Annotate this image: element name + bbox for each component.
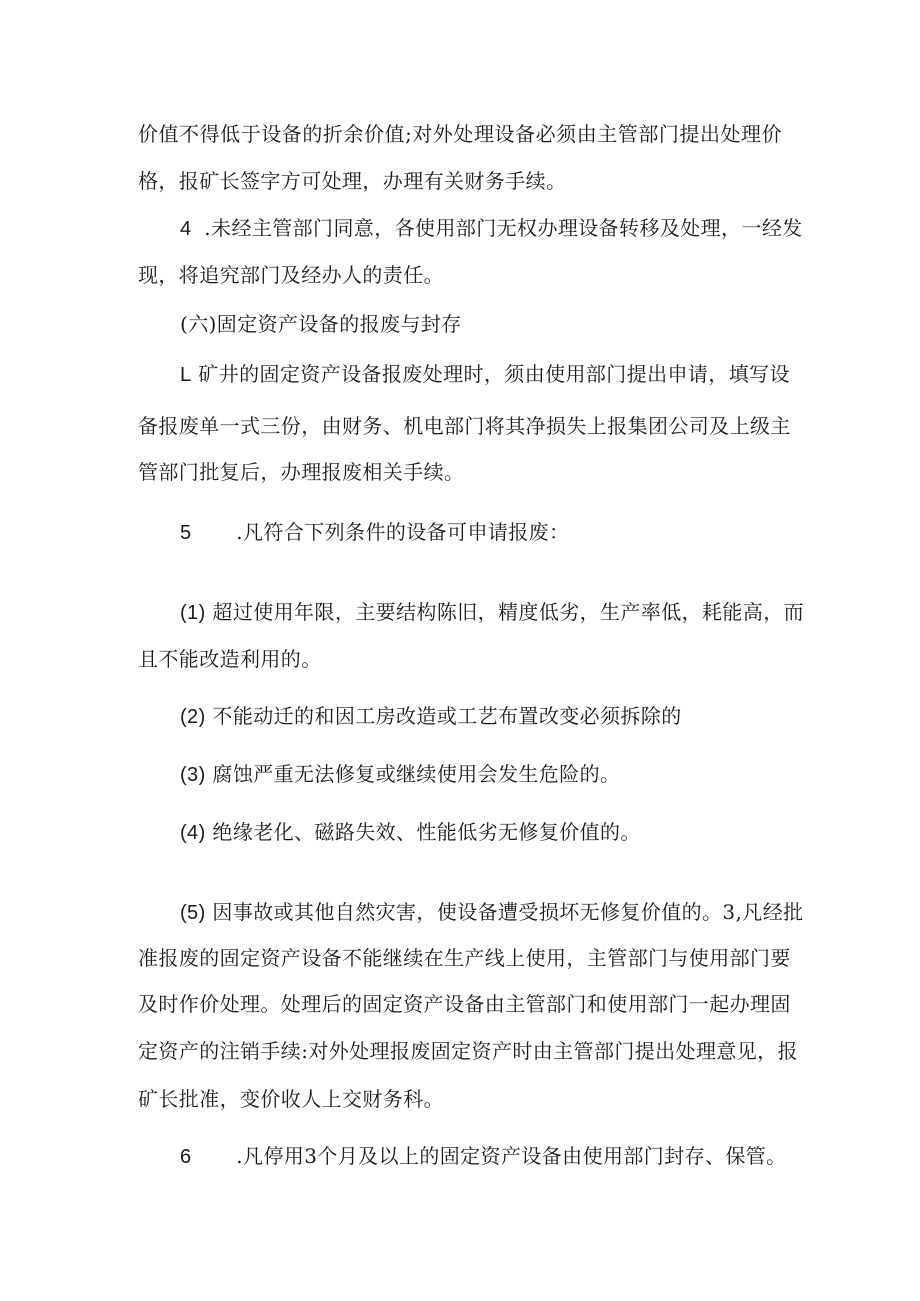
paragraph-line: 管部门批复后，办理报废相关手续。 [138, 460, 465, 484]
paragraph-first-line [180, 518, 569, 547]
list-item-number: (2) [180, 706, 206, 728]
paragraph-text: .未经主管部门同意，各使用部门无权办理设备转移及处理，一经发 [204, 216, 803, 240]
section-heading: (六)固定资产设备的报废与封存 [180, 312, 462, 336]
list-item-line: 准报废的固定资产设备不能继续在生产线上使用，主管部门与使用部门要 [138, 946, 791, 970]
paragraph-line: 价值不得低于设备的折余价值;对外处理设备必须由主管部门提出处理价 [138, 122, 782, 146]
paragraph-line: 格，报矿长签字方可处理，办理有关财务手续。 [138, 169, 567, 193]
list-item [180, 702, 682, 731]
list-item-text: 腐蚀严重无法修复或继续使用会发生危险的。 [212, 762, 621, 786]
paragraph-text: .凡停用3个月及以上的固定资产设备由使用部门封存、保管。 [236, 1144, 787, 1168]
paragraph-number: 4 [180, 218, 192, 240]
list-item-text: 超过使用年限，主要结构陈旧，精度低劣，生产率低，耗能高，而 [212, 600, 805, 624]
list-item [180, 818, 641, 847]
list-item-line: 且不能改造利用的。 [138, 647, 322, 671]
list-item-text: 因事故或其他自然灾害，使设备遭受损坏无修复价值的。3,凡经批 [212, 900, 804, 924]
list-item-first-line [180, 598, 804, 627]
paragraph-line: 现，将追究部门及经办人的责任。 [138, 263, 444, 287]
list-item-number: (3) [180, 764, 206, 786]
list-item-text: 不能动迁的和因工房改造或工艺布置改变必须拆除的 [212, 704, 682, 728]
paragraph-first-line [180, 1142, 787, 1171]
list-item-line: 矿长批准，变价收人上交财务科。 [138, 1087, 444, 1111]
paragraph-number: L [180, 364, 192, 386]
list-item-first-line [180, 898, 804, 927]
list-item-number: (1) [180, 602, 206, 624]
list-item-line: 定资产的注销手续:对外处理报废固定资产时由主管部门提出处理意见，报 [138, 1039, 798, 1063]
paragraph-line: 备报废单一式三份，由财务、机电部门将其净损失上报集团公司及上级主 [138, 414, 791, 438]
paragraph-text: .凡符合下列条件的设备可申请报废： [236, 520, 570, 544]
paragraph-first-line [180, 214, 803, 243]
list-item-text: 绝缘老化、磁路失效、性能低劣无修复价值的。 [212, 820, 641, 844]
list-item-number: (5) [180, 902, 206, 924]
paragraph-number: 5 [180, 522, 192, 544]
list-item-number: (4) [180, 822, 206, 844]
list-item [180, 760, 620, 789]
paragraph-text: 矿井的固定资产设备报废处理时，须由使用部门提出申请，填写设 [198, 362, 790, 386]
paragraph-number: 6 [180, 1146, 192, 1168]
paragraph-first-line [180, 360, 790, 389]
list-item-line: 及时作价处理。处理后的固定资产设备由主管部门和使用部门一起办理固 [138, 992, 791, 1016]
